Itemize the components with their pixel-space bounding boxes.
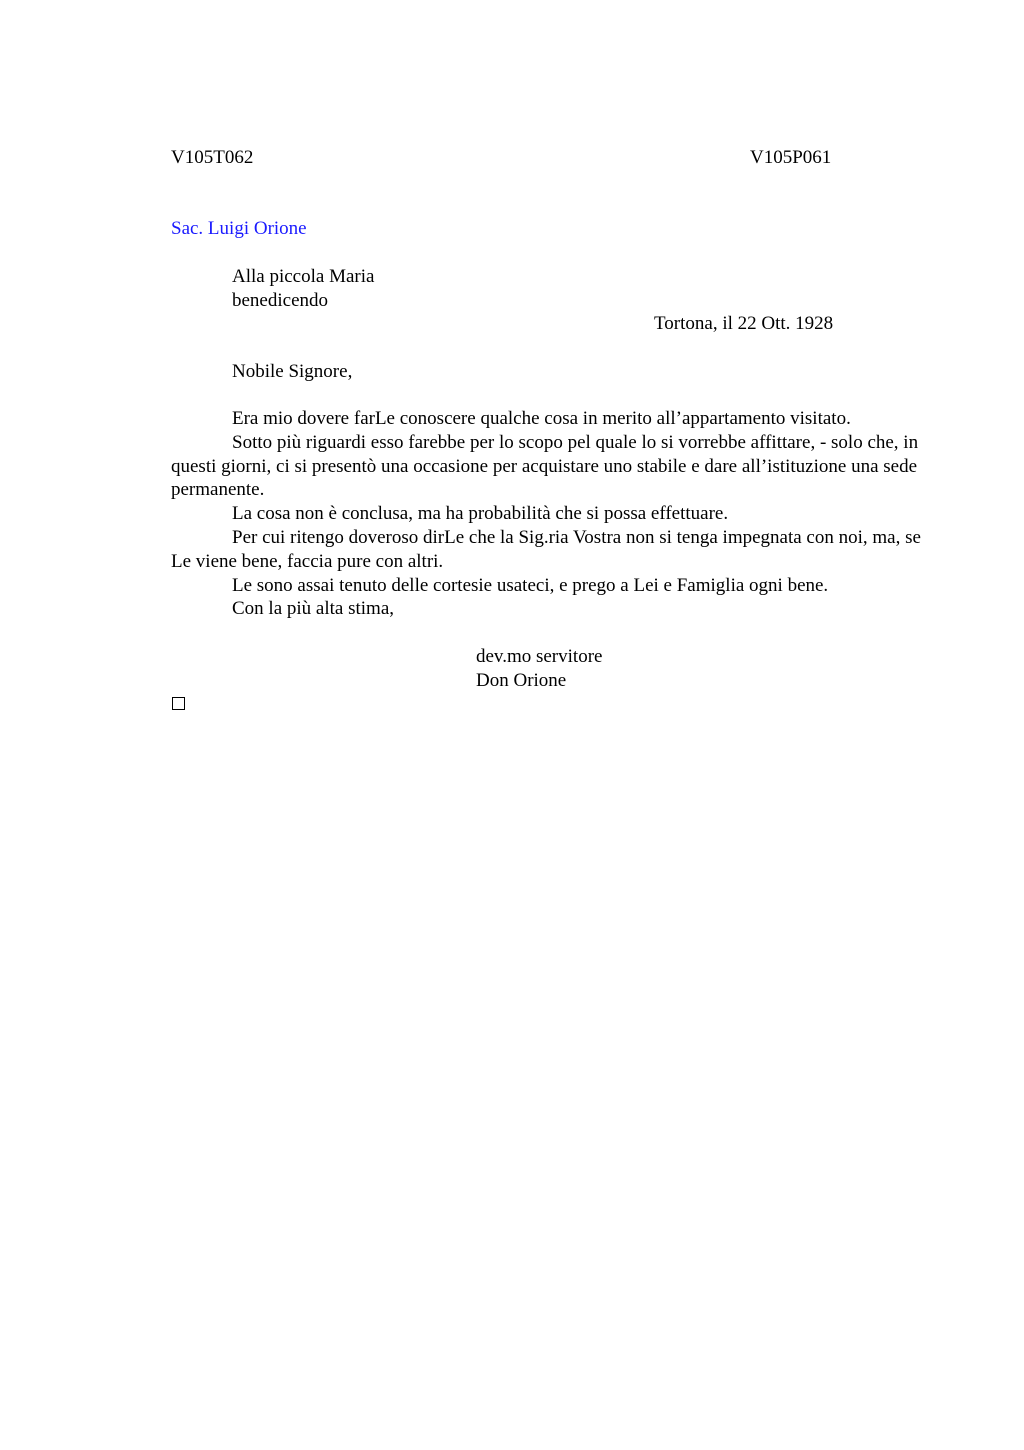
dedication-line-2: benedicendo (232, 290, 329, 311)
letter-paragraph: Le sono assai tenuto delle cortesie usateci, e prego a Lei e Famiglia ogni bene. (232, 574, 829, 596)
dateline: Tortona, il 22 Ott. 1928 (654, 313, 834, 334)
letter-paragraph: Per cui ritengo doveroso dirLe che la Sig.ria Vostra non si tenga impegnata con noi, ma, se Le viene bene, faccia pure con altri. (171, 526, 921, 572)
dedication-line-1: Alla piccola Maria (232, 266, 375, 287)
document-code-right: V105P061 (750, 147, 832, 168)
document-code-left: V105T062 (171, 147, 254, 168)
salutation: Nobile Signore, (232, 361, 353, 382)
square-box-icon (172, 697, 185, 710)
signature: Don Orione (476, 670, 567, 691)
letter-paragraph: Sotto più riguardi esso farebbe per lo scopo pel quale lo si vorrebbe affittare, - solo che, in questi giorni, ci si presentò una occasione per acquistare uno stabile e dare all’istituzione una sede permanente. (171, 431, 919, 501)
letter-paragraph: Con la più alta stima, (232, 598, 395, 620)
author-name: Sac. Luigi Orione (171, 218, 307, 239)
letter-paragraph: La cosa non è conclusa, ma ha probabilità che si possa effettuare. (232, 503, 729, 525)
letter-paragraph: Era mio dovere farLe conoscere qualche cosa in merito all’appartamento visitato. (232, 408, 851, 429)
letter-body (171, 407, 929, 621)
closing-line: dev.mo servitore (476, 646, 603, 667)
